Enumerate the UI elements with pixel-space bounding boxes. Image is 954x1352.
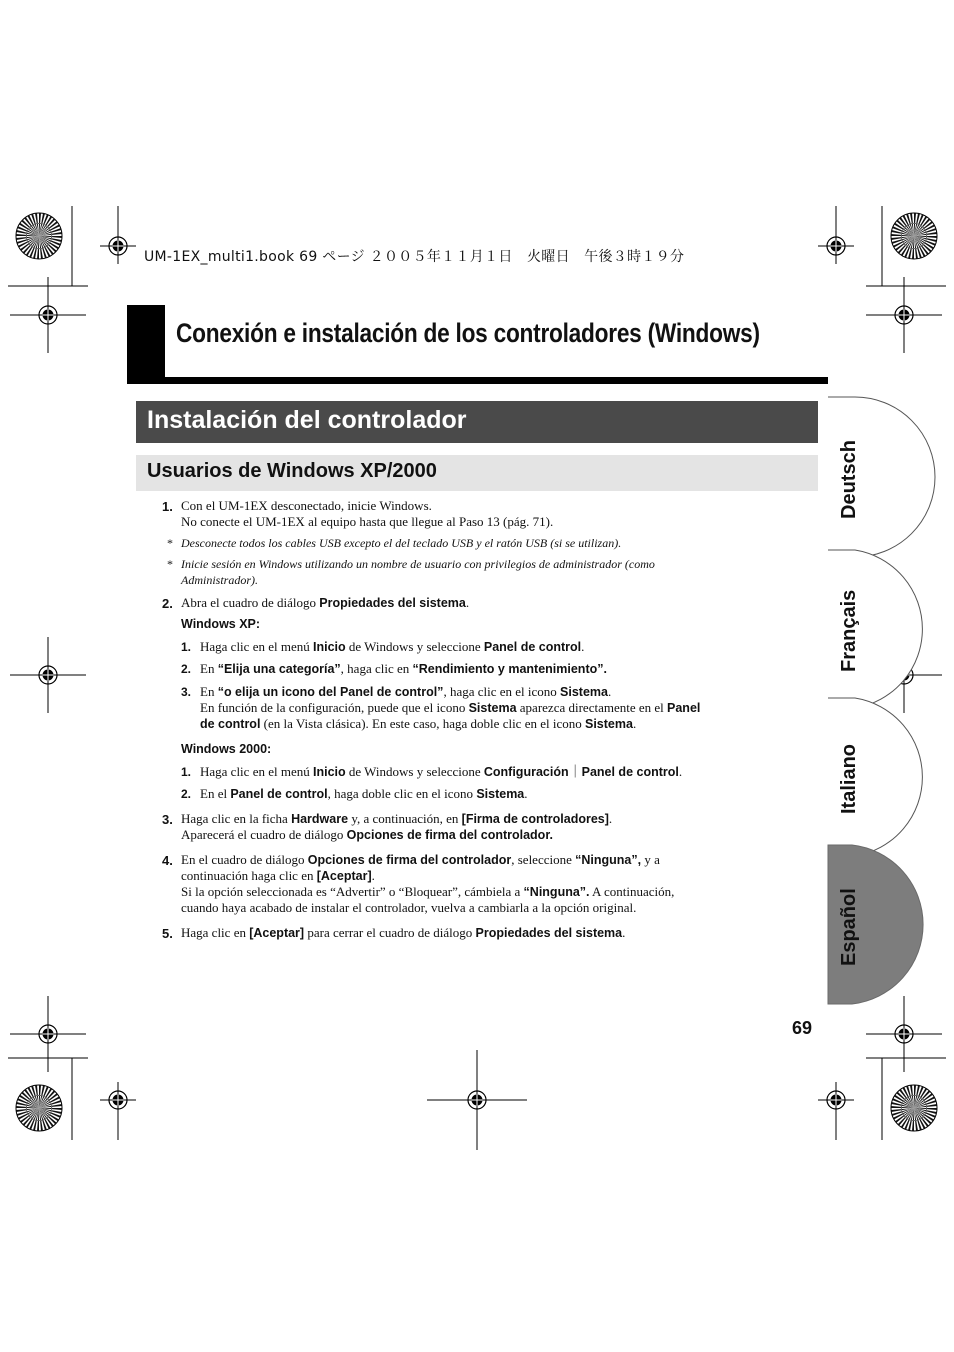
step-1-line-2: No conecte el UM-1EX al equipo hasta que llegue al Paso 13 (pág. 71). <box>181 514 554 529</box>
step-4-line-3 <box>181 884 674 900</box>
tab-deutsch[interactable] <box>828 397 930 555</box>
xp-step-3-e: . <box>607 684 612 699</box>
xp-step-2-number: 2. <box>181 662 192 676</box>
step-2-number: 2. <box>162 596 173 611</box>
page-number: 69 <box>792 1018 813 1038</box>
tab-francais[interactable] <box>828 550 930 708</box>
step-2-pre: Abra el cuadro de diálogo <box>181 595 320 610</box>
step-4-l2c: . <box>371 868 375 883</box>
xp-step-3-line-3 <box>200 716 636 732</box>
xp-step-1-text <box>200 639 584 655</box>
step-3-b: Hardware <box>291 812 349 826</box>
w2k-step-1-a: Haga clic en el menú <box>200 764 313 779</box>
step-2-text <box>181 595 469 611</box>
step-4-d: “Ninguna”, <box>575 853 642 867</box>
step-4-l3a: Si la opción seleccionada es “Advertir” o “Bloquear”, cámbiela a <box>181 884 524 899</box>
xp-step-1-d: Panel de control <box>483 640 582 654</box>
w2k-step-2-c: , haga doble clic en el icono <box>327 786 477 801</box>
step-5-b: [Aceptar] <box>249 926 305 940</box>
step-3-a: Haga clic en la ficha <box>181 811 292 826</box>
w2k-step-1-d: Configuración <box>483 765 569 779</box>
xp-step-3-b: “o elija un icono del Panel de control” <box>217 685 444 699</box>
file-header-line: UM-1EX_multi1.book 69 ページ ２００５年１１月１日 火曜日 午後３時１９分 <box>144 249 685 265</box>
w2k-step-2-text <box>200 786 528 802</box>
xp-step-3-l2a: En función de la configuración, puede que el icono <box>200 700 469 715</box>
w2k-step-1-e: Panel de control <box>581 765 679 779</box>
xp-step-3-line-2 <box>200 700 700 716</box>
step-4-b: Opciones de firma del controlador <box>307 853 512 867</box>
step-4-l3b: “Ninguna”. <box>523 885 590 899</box>
xp-step-2-c: , haga clic en <box>340 661 413 676</box>
step-3-c: y, a continuación, en <box>348 811 462 826</box>
w2k-step-1-f: . <box>678 764 683 779</box>
step-1-number: 1. <box>162 499 173 514</box>
tab-italiano[interactable] <box>828 698 930 856</box>
w2k-step-2-d: Sistema <box>476 787 525 801</box>
step-5-a: Haga clic en <box>181 925 250 940</box>
step-5-c: para cerrar el cuadro de diálogo <box>304 925 476 940</box>
xp-step-3-number: 3. <box>181 685 192 699</box>
step-4-line-4: cuando haya acabado de instalar el controlador, vuelva a cambiarla a la opción original. <box>181 900 637 915</box>
step-3-line-1 <box>181 811 612 827</box>
step-4-e: y a <box>641 852 660 867</box>
step-4-l2b: [Aceptar] <box>316 869 372 883</box>
step-5-text <box>181 925 625 941</box>
section-heading: Instalación del controlador <box>147 406 467 434</box>
step-3-e: . <box>608 811 613 826</box>
step-3-line-2 <box>181 827 553 843</box>
xp-step-1-b: Inicio <box>312 640 346 654</box>
xp-step-3-a: En <box>200 684 218 699</box>
step-4-number: 4. <box>162 853 173 868</box>
tab-francais-label: Français <box>838 589 860 672</box>
xp-step-1-e: . <box>581 639 585 654</box>
note-1-asterisk: * <box>167 536 173 550</box>
subsection-heading: Usuarios de Windows XP/2000 <box>147 460 437 482</box>
xp-step-3-line-1 <box>200 684 611 700</box>
step-2-bold: Propiedades del sistema <box>319 596 466 610</box>
xp-step-2-a: En <box>200 661 218 676</box>
xp-step-3-l2d: Panel <box>667 701 701 715</box>
step-3-l2b: Opciones de firma del controlador. <box>346 828 553 842</box>
xp-step-1-a: Haga clic en el menú <box>200 639 313 654</box>
w2k-step-1-number: 1. <box>181 765 192 779</box>
xp-step-2-b: “Elija una categoría” <box>217 662 341 676</box>
xp-step-3-l3a: de control <box>200 717 261 731</box>
step-4-l3c: A continuación, <box>589 884 675 899</box>
xp-step-3-c: , haga clic en el icono <box>443 684 561 699</box>
xp-step-3-d: Sistema <box>560 685 608 699</box>
w2k-step-1-c: de Windows y seleccione <box>345 764 484 779</box>
step-3-l2a: Aparecerá el cuadro de diálogo <box>181 827 347 842</box>
xp-step-3-l3c: Sistema <box>585 717 633 731</box>
windows-xp-heading: Windows XP: <box>181 617 261 631</box>
tab-deutsch-label: Deutsch <box>838 440 860 519</box>
xp-step-3-l2c: aparezca directamente en el <box>516 700 668 715</box>
w2k-step-1-b: Inicio <box>312 765 346 779</box>
step-3-number: 3. <box>162 812 173 827</box>
step-5-e: . <box>622 925 626 940</box>
page-title: Conexión e instalación de los controladores (Windows) <box>176 318 760 348</box>
xp-step-1-c: de Windows y seleccione <box>345 639 484 654</box>
w2k-step-1-separator: ｜ <box>568 764 582 779</box>
step-4-line-2 <box>181 868 375 884</box>
tab-espanol-label: Español <box>838 888 860 966</box>
step-2-post: . <box>465 595 470 610</box>
xp-step-2-text <box>200 661 607 677</box>
tab-italiano-label: Italiano <box>838 743 860 814</box>
xp-step-3-l3d: . <box>632 716 637 731</box>
step-5-d: Propiedades del sistema <box>475 926 623 940</box>
w2k-step-1-text <box>200 764 682 780</box>
tab-espanol[interactable] <box>828 845 930 1003</box>
xp-step-1-number: 1. <box>181 640 192 654</box>
w2k-step-2-a: En el <box>200 786 231 801</box>
note-2-line-1: Inicie sesión en Windows utilizando un nombre de usuario con privilegios de administrador (como <box>181 557 655 571</box>
step-4-line-1 <box>181 852 660 868</box>
w2k-step-2-number: 2. <box>181 787 192 801</box>
windows-2000-heading: Windows 2000: <box>181 742 272 756</box>
xp-step-3-l2b: Sistema <box>468 701 517 715</box>
xp-step-2-d: “Rendimiento y mantenimiento”. <box>412 662 607 676</box>
note-1: Desconecte todos los cables USB excepto el del teclado USB y el ratón USB (si se utilizan). <box>181 536 622 550</box>
w2k-step-2-b: Panel de control <box>230 787 328 801</box>
step-4-l2a: continuación haga clic en <box>181 868 317 883</box>
step-5-number: 5. <box>162 926 173 941</box>
note-2-line-2: Administrador). <box>181 573 259 587</box>
step-1-line-1: Con el UM-1EX desconectado, inicie Windows. <box>181 498 432 513</box>
w2k-step-2-e: . <box>524 786 528 801</box>
step-3-d: [Firma de controladores] <box>461 812 609 826</box>
step-4-c: , seleccione <box>511 852 576 867</box>
note-2-asterisk: * <box>167 557 173 571</box>
xp-step-3-l3b: (en la Vista clásica). En este caso, haga doble clic en el icono <box>260 716 585 731</box>
step-4-a: En el cuadro de diálogo <box>181 852 308 867</box>
